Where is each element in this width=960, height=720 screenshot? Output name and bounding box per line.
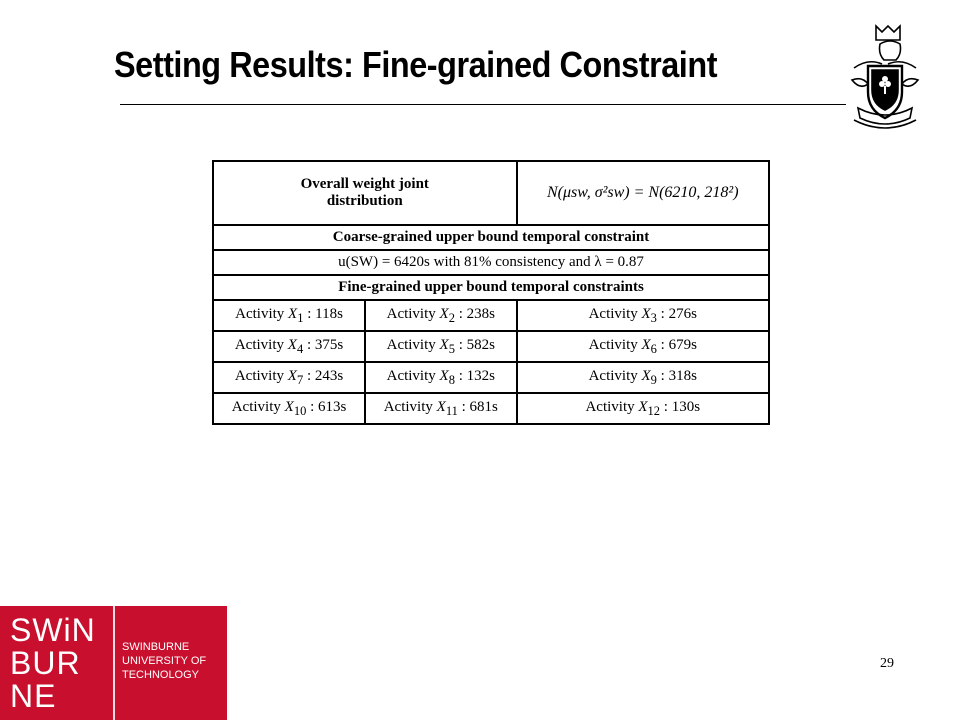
title-underline (120, 104, 846, 105)
table-row (213, 331, 769, 362)
table-row (213, 393, 769, 424)
activity-cell: Activity $X_3$ : 276s (517, 300, 769, 331)
swinburne-logo (0, 606, 227, 720)
activity-cell: Activity $X_7$ : 243s (213, 362, 365, 393)
page-number: 29 (880, 656, 894, 671)
activity-cell: Activity $X_5$ : 582s (365, 331, 516, 362)
overall-weight-label (213, 161, 517, 225)
results-table (212, 160, 770, 425)
overall-label-line1: Overall weight joint (300, 176, 429, 192)
activity-cell: Activity $X_2$ : 238s (365, 300, 516, 331)
coarse-grained-header: Coarse-grained upper bound temporal constraint (213, 225, 769, 250)
activity-cell: Activity $X_{12}$ : 130s (517, 393, 769, 424)
activity-cell: Activity $X_1$ : 118s (213, 300, 365, 331)
activity-cell: Activity $X_{11}$ : 681s (365, 393, 516, 424)
activity-cell: Activity $X_{10}$ : 613s (213, 393, 365, 424)
activity-cell: Activity $X_9$ : 318s (517, 362, 769, 393)
coarse-grained-value: u(SW) = 6420s with 81% consistency and λ = 0.87 (213, 250, 769, 275)
fine-grained-header: Fine-grained upper bound temporal constraints (213, 275, 769, 300)
activity-cell: Activity $X_8$ : 132s (365, 362, 516, 393)
results-table-container (212, 160, 770, 446)
overall-label-line2: distribution (326, 193, 403, 209)
logo-wordmark: SWiN BUR NE (10, 612, 96, 714)
activity-cell: Activity $X_6$ : 679s (517, 331, 769, 362)
slide-title: Setting Results: Fine-grained Constraint (114, 44, 718, 85)
table-row (213, 362, 769, 393)
logo-university-name: SWINBURNE UNIVERSITY OF TECHNOLOGY (122, 641, 207, 681)
activity-cell: Activity $X_4$ : 375s (213, 331, 365, 362)
logo-divider (113, 606, 115, 720)
table-row (213, 300, 769, 331)
overall-weight-formula (517, 161, 769, 225)
distribution-formula: N(μsw, σ²sw) = N(6210, 218²) (546, 184, 739, 201)
coat-of-arms-icon (846, 22, 924, 138)
